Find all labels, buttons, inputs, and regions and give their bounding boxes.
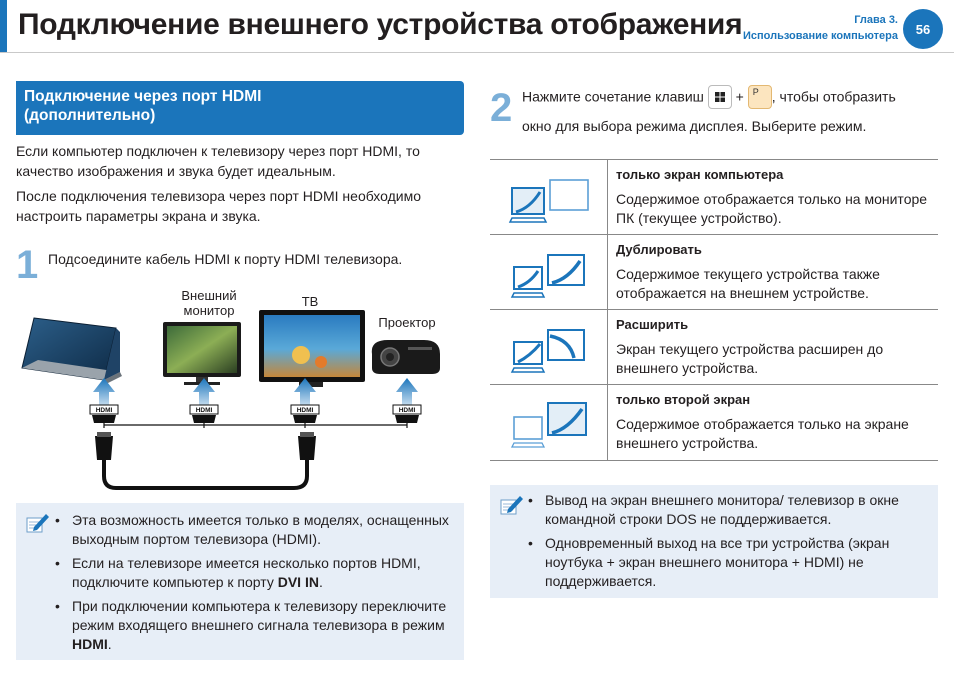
mode-description: Экран текущего устройства расширен до внешнего устройства. [616, 341, 884, 376]
pc-screen-only-icon [490, 160, 608, 235]
windows-key [708, 85, 732, 109]
step-1-number: 1 [16, 243, 39, 287]
note-item: • Эта возможность имеется только в моделях, оснащенных выходным портом телевизора (HDMI). [55, 511, 457, 549]
note-item: • Вывод на экран внешнего монитора/ телевизор в окне командной строки DOS не поддерживается. [528, 491, 932, 529]
step-2-number: 2 [490, 86, 513, 130]
mode-title: Дублировать [616, 242, 702, 257]
note-box-left [16, 503, 464, 660]
display-mode-table [490, 159, 938, 461]
label-projector: Проектор [378, 315, 436, 330]
hdmi-cable-illustration [95, 432, 316, 488]
label-monitor-line2: монитор [183, 303, 235, 318]
tv-illustration [259, 310, 365, 387]
hdmi-port-label: HDMI [296, 407, 314, 414]
windows-logo-icon [709, 86, 731, 108]
hdmi-port-label: HDMI [195, 407, 213, 414]
key-plus: + [735, 88, 744, 105]
projector-illustration [372, 340, 440, 374]
second-screen-only-icon [490, 385, 608, 460]
external-monitor-illustration [163, 322, 241, 385]
header-divider [0, 52, 954, 53]
step-2-text-before: Нажмите сочетание клавиш [522, 88, 704, 105]
step-2-text [522, 86, 942, 136]
mode-title: только экран компьютера [616, 167, 784, 182]
note-item-emphasis: DVI IN [277, 574, 319, 590]
note-item: • Одновременный выход на все три устройства (экран ноутбука + экран внешнего монитора + HDMI) не поддерживается. [528, 534, 932, 591]
chapter-title: Использование компьютера [742, 30, 898, 42]
label-monitor-line1: Внешний [181, 288, 237, 303]
hdmi-port-label: HDMI [95, 407, 113, 414]
section-heading-line2: (дополнительно) [24, 107, 156, 124]
mode-title: только второй экран [616, 392, 751, 407]
section-heading-line1: Подключение через порт HDMI [24, 88, 262, 105]
duplicate-mode-icon [490, 235, 608, 310]
p-key: P [748, 85, 772, 109]
note-item-suffix: . [107, 636, 112, 652]
step-2-text-line2: окно для выбора режима дисплея. Выберите режим. [522, 118, 867, 134]
note-item [55, 597, 457, 654]
mode-row-extend [490, 310, 938, 385]
mode-row-duplicate [490, 235, 938, 310]
extend-mode-icon [490, 310, 608, 385]
mode-title: Расширить [616, 317, 689, 332]
label-tv: ТВ [301, 294, 319, 309]
note-item-suffix: . [318, 574, 323, 590]
note-pencil-icon [498, 493, 524, 517]
hdmi-connection-diagram [16, 300, 456, 500]
section-heading [16, 81, 464, 135]
mode-description: Содержимое отображается только на экране внешнего устройства. [616, 416, 909, 451]
note-item-text: При подключении компьютера к телевизору переключите режим входящего внешнего сигнала телевизора в режим [72, 598, 447, 633]
note-item [55, 554, 457, 592]
header-accent-bar [0, 0, 7, 52]
note-item-emphasis: HDMI [72, 636, 108, 652]
hdmi-port-symbols [90, 405, 421, 423]
mode-description: Содержимое текущего устройства также отображается на внешнем устройстве. [616, 266, 880, 301]
page-number-badge: 56 [903, 9, 943, 49]
laptop-illustration [22, 318, 122, 384]
signal-arrows [93, 378, 418, 406]
step-2-text-after: , чтобы отобразить [771, 88, 896, 105]
note-list-right [528, 491, 932, 591]
hdmi-port-label: HDMI [398, 407, 416, 414]
note-item-text: Если на телевизоре имеется несколько портов HDMI, подключите компьютер к порту [72, 555, 421, 590]
setup-paragraph: После подключения телевизора через порт HDMI необходимо настроить параметры экрана и звука. [16, 188, 422, 224]
step-1-text: Подсоедините кабель HDMI к порту HDMI телевизора. [48, 251, 403, 267]
page-title: Подключение внешнего устройства отображения [18, 8, 743, 41]
mode-row-second-only [490, 385, 938, 461]
intro-paragraph: Если компьютер подключен к телевизору через порт HDMI, то качество изображения и звука будет идеальным. [16, 143, 420, 179]
note-box-right [490, 485, 938, 598]
mode-description: Содержимое отображается только на мониторе ПК (текущее устройство). [616, 191, 928, 226]
chapter-number: Глава 3. [854, 14, 898, 26]
note-list-left [55, 511, 457, 654]
mode-row-pc-only [490, 160, 938, 235]
note-pencil-icon [24, 511, 50, 535]
chapter-label [743, 12, 898, 44]
